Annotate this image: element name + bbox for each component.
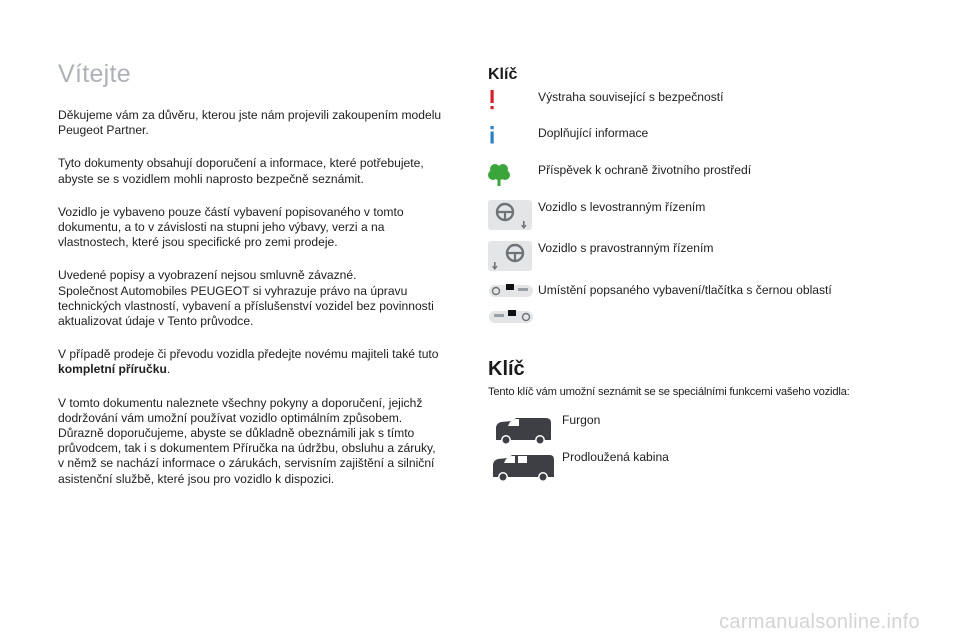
key-item-label: Výstraha související s bezpečností (538, 90, 724, 104)
paragraph-instructions: V tomto dokumentu naleznete všechny pokyny a doporučení, jejichž dodržování vám umožní používat vozidlo optimálním způsobem. Důrazně doporučujeme, abyste se důkladně obeznámili jak s tímto průvodcem, tak i s dokumentem Příručka na údržbu, obsluhu a záruky, v němž se nachází informace o zárukách, servisním zajištění a silniční asistenční službě, které jsou pro vozidlo k dispozici. (58, 395, 436, 486)
warning-exclamation-icon (488, 90, 536, 126)
key2-section-title: Klíč (488, 358, 525, 380)
vehicle-item-van (488, 413, 788, 449)
vehicle-item-crew-cab (488, 450, 788, 486)
paragraph-resale (58, 347, 458, 377)
key-item-info (488, 126, 928, 162)
resale-text: V případě prodeje či převodu vozidla předejte novému majiteli také tuto (58, 347, 439, 362)
watermark: carmanualsonline.info (719, 611, 920, 633)
paragraph-disclaimer: Uvedené popisy a vyobrazení nejsou smluvně závazné. Společnost Automobiles PEUGEOT si vyhrazuje právo na úpravu technických vlastností, vybavení a příslušenství vozidel bez povinnosti aktualizovat údaje v Tento průvodce. (58, 268, 434, 329)
key-item-environment (488, 163, 928, 199)
key-item-rhd (488, 241, 928, 277)
welcome-text-column (58, 108, 458, 505)
left-hand-drive-icon (488, 200, 536, 236)
page-title: Vítejte (58, 60, 131, 88)
vehicle-label: Prodloužená kabina (562, 450, 669, 464)
key-item-label: Umístění popsaného vybavení/tlačítka s černou oblastí (538, 283, 832, 297)
tree-icon (488, 163, 536, 199)
info-icon (488, 126, 536, 162)
crew-cab-icon (488, 450, 558, 486)
van-icon (488, 413, 558, 449)
paragraph-documents: Tyto dokumenty obsahují doporučení a informace, které potřebujete, abyste se s vozidlem mohli naprosto bezpečně seznámit. (58, 156, 424, 186)
right-hand-drive-icon (488, 241, 536, 277)
key-item-label: Příspěvek k ochraně životního prostředí (538, 163, 752, 177)
key-item-lhd (488, 200, 928, 236)
key-item-label: Vozidlo s pravostranným řízením (538, 241, 714, 255)
paragraph-equipment: Vozidlo je vybaveno pouze částí vybavení popisovaného v tomto dokumentu, a to v závislosti na stupni jeho výbavy, verzi a na vlastnostech, které jsou specifické pro zemi prodeje. (58, 204, 404, 250)
resale-end: . (166, 362, 171, 377)
key-item-label: Vozidlo s levostranným řízením (538, 200, 706, 214)
key2-intro: Tento klíč vám umožní seznámit se se speciálními funkcemi vašeho vozidla: (488, 386, 850, 398)
paragraph-thanks: Děkujeme vám za důvěru, kterou jste nám projevili zakoupením modelu Peugeot Partner. (58, 108, 442, 138)
resale-bold-text: kompletní příručku (58, 362, 167, 377)
key-item-warning (488, 90, 928, 126)
key-item-label: Doplňující informace (538, 126, 649, 140)
black-area-location-icon (488, 283, 536, 331)
key-section-title: Klíč (488, 66, 518, 83)
key-item-black-area (488, 283, 928, 331)
vehicle-label: Furgon (562, 413, 601, 427)
